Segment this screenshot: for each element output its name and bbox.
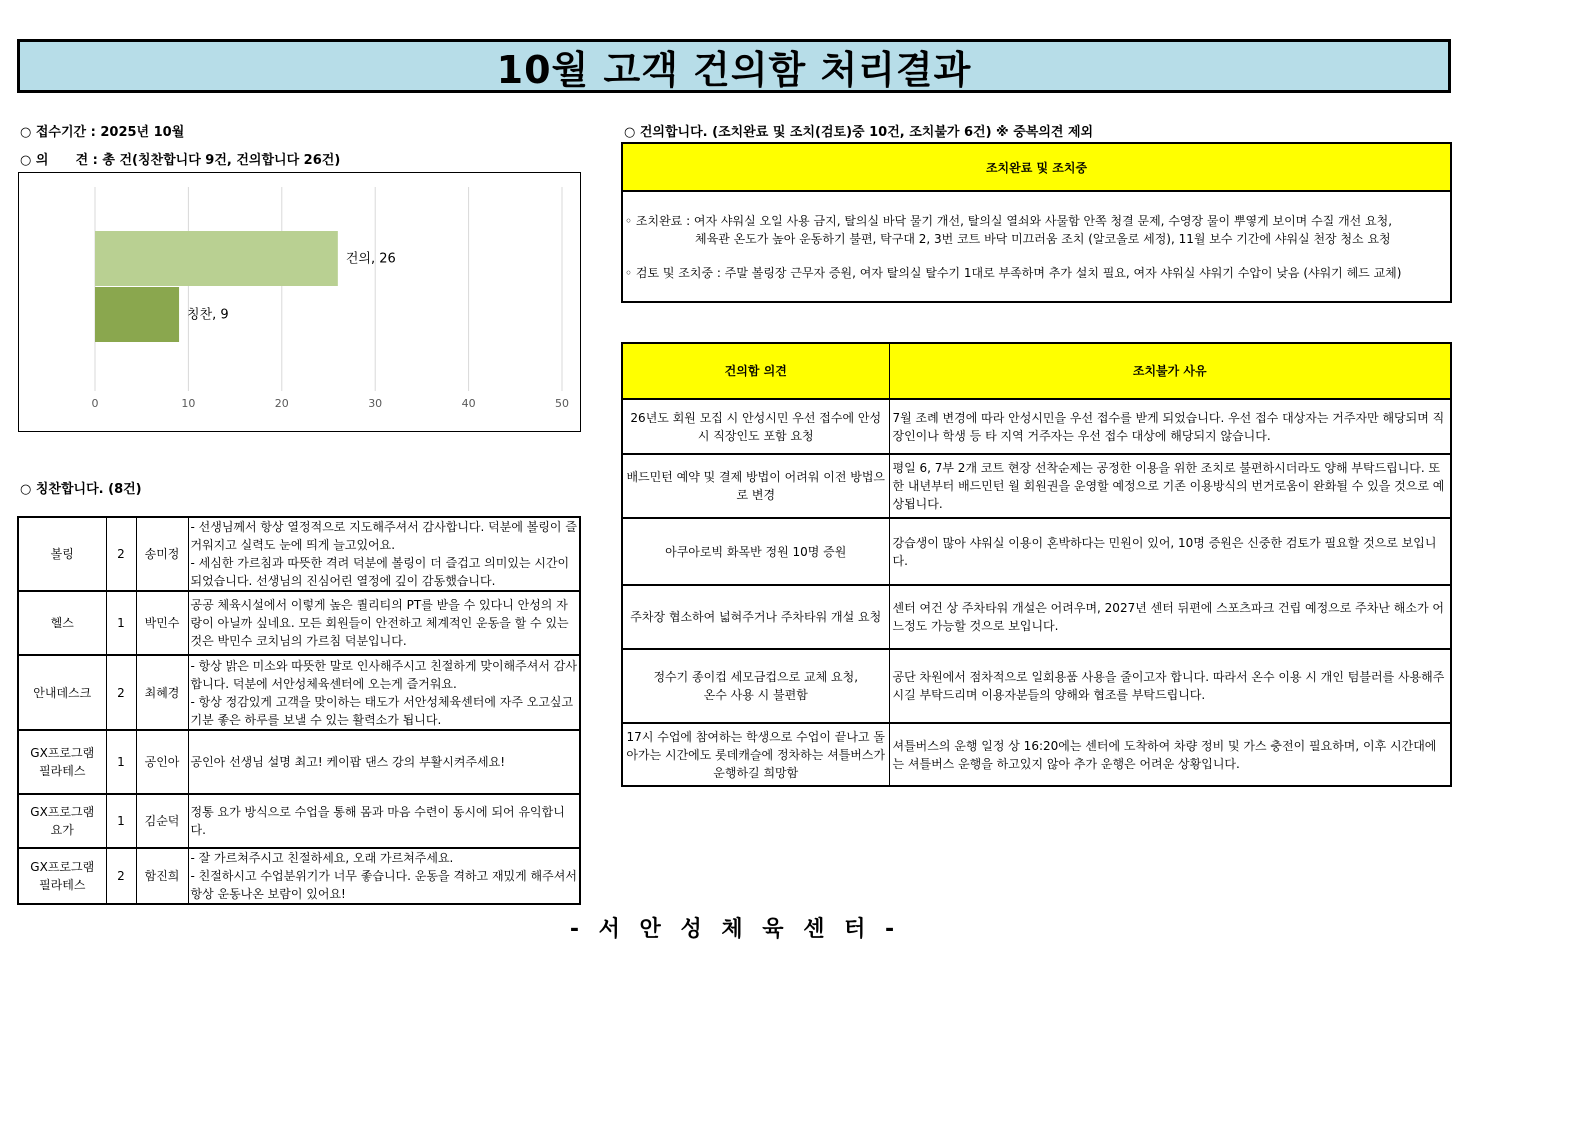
praise-name: 최혜경 [136, 655, 188, 730]
x-tick-label: 10 [181, 397, 196, 410]
reject-opinion: 17시 수업에 참여하는 학생으로 수업이 끝나고 돌아가는 시간에도 롯데캐슬에 정차하는 셔틀버스가 운행하길 희망함 [622, 723, 889, 786]
done-line: ◦ 조치완료 : 여자 샤워실 오일 사용 금지, 탈의실 바닥 물기 개선, 탈의실 열쇠와 사물함 안쪽 청결 문제, 수영장 물이 뿌옇게 보이며 수질 개선 요청, [625, 214, 1393, 228]
praise-count: 2 [106, 655, 136, 730]
table-row [622, 399, 1451, 454]
data-label: 건의, 26 [345, 251, 396, 267]
period-label: ○ 접수기간 : 2025년 10월 [20, 125, 185, 140]
reject-opinion: 정수기 종이컵 세모금컵으로 교체 요청, 온수 사용 시 불편함 [622, 649, 889, 723]
praise-name: 송미정 [136, 517, 188, 591]
table-row [18, 794, 580, 848]
praise-category: GX프로그램 필라테스 [18, 730, 106, 794]
x-tick-label: 20 [274, 397, 289, 410]
praise-name: 김순덕 [136, 794, 188, 848]
praise-count: 2 [106, 517, 136, 591]
praise-name: 공인아 [136, 730, 188, 794]
title-banner [17, 39, 1451, 93]
table-row [18, 517, 580, 591]
suggest-label: ○ 건의합니다. (조치완료 및 조치(검토)중 10건, 조치불가 6건) ※ 중복의견 제외 [624, 125, 1094, 140]
table-row [622, 723, 1451, 786]
reject-reason: 센터 여건 상 주차타워 개설은 어려우며, 2027년 센터 뒤편에 스포츠파크 건립 예정으로 주차난 해소가 어느정도 가능할 것으로 보입니다. [889, 585, 1451, 649]
action-box [621, 142, 1452, 303]
praise-count: 2 [106, 848, 136, 904]
table-row [622, 454, 1451, 518]
praise-table [17, 516, 581, 905]
praise-category: 안내데스크 [18, 655, 106, 730]
reject-opinion: 배드민턴 예약 및 결제 방법이 어려워 이전 방법으로 변경 [622, 454, 889, 518]
x-tick-label: 40 [461, 397, 476, 410]
praise-content: 공인아 선생님 설명 최고! 케이팝 댄스 강의 부활시켜주세요! [188, 730, 580, 794]
reject-opinion: 주차장 협소하여 넓혀주거나 주차타워 개설 요청 [622, 585, 889, 649]
opinion-chart [18, 172, 581, 432]
review-line: ◦ 검토 및 조치중 : 주말 볼링장 근무자 증원, 여자 탈의실 탈수기 1대로 부족하며 추가 설치 필요, 여자 샤워실 샤워기 수압이 낮음 (샤워기 헤드 교체) [625, 266, 1402, 280]
praise-category: 헬스 [18, 591, 106, 655]
praise-category: GX프로그램 필라테스 [18, 848, 106, 904]
praise-label: ○ 칭찬합니다. (8건) [20, 482, 142, 497]
table-row [18, 591, 580, 655]
praise-content: - 선생님께서 항상 열정적으로 지도해주셔서 감사합니다. 덕분에 볼링이 즐거워지고 실력도 눈에 띄게 늘고있어요. - 세심한 가르침과 따뜻한 격려 덕분에 볼링이 더 즐겁고 의미있는 시간이 되었습니다. 선생님의 진심어린 열정에 깊이 감동했습니다. [188, 517, 580, 591]
praise-count: 1 [106, 794, 136, 848]
praise-content: - 항상 밝은 미소와 따뜻한 말로 인사해주시고 친절하게 맞이해주셔서 감사합니다. 덕분에 서안성체육센터에 오는게 즐거워요. - 항상 정감있게 고객을 맞이하는 태도가 서안성체육센터에 자주 오고싶고 기분 좋은 하루를 보낼 수 있는 활력소가 됩니다. [188, 655, 580, 730]
reject-opinion: 아쿠아로빅 화목반 정원 10명 증원 [622, 518, 889, 585]
praise-content: - 잘 가르쳐주시고 친절하세요, 오래 가르쳐주세요. - 친절하시고 수업분위기가 너무 좋습니다. 운동을 격하고 재밌게 해주셔서 항상 운동나온 보람이 있어요! [188, 848, 580, 904]
praise-count: 1 [106, 730, 136, 794]
page-title: 10월 고객 건의함 처리결과 [496, 47, 972, 92]
x-tick-label: 30 [368, 397, 383, 410]
praise-category: GX프로그램 요가 [18, 794, 106, 848]
reject-table [621, 342, 1452, 787]
praise-name: 박민수 [136, 591, 188, 655]
praise-name: 함진희 [136, 848, 188, 904]
table-row [18, 848, 580, 904]
praise-category: 볼링 [18, 517, 106, 591]
x-tick-label: 0 [91, 397, 99, 410]
column-header-opinion: 건의함 의견 [622, 343, 889, 399]
action-box-body [623, 192, 1450, 282]
action-box-header: 조치완료 및 조치중 [623, 144, 1450, 192]
table-row [18, 730, 580, 794]
table-row [622, 585, 1451, 649]
table-row [18, 655, 580, 730]
bar-praise [95, 287, 179, 342]
reject-opinion: 26년도 회원 모집 시 안성시민 우선 접수에 안성시 직장인도 포함 요청 [622, 399, 889, 454]
table-row [622, 649, 1451, 723]
table-header-row [622, 343, 1451, 399]
bar-chart [19, 173, 580, 431]
reject-reason: 평일 6, 7부 2개 코트 현장 선착순제는 공정한 이용을 위한 조치로 불편하시더라도 양해 부탁드립니다. 또한 내년부터 배드민턴 월 회원권을 운영할 예정으로 기존 이용방식의 번거로움이 완화될 수 있을 것으로 예상됩니다. [889, 454, 1451, 518]
done-line-continued: 체육관 온도가 높아 운동하기 불편, 탁구대 2, 3번 코트 바닥 미끄러움 조치 (알코올로 세정), 11월 보수 기간에 샤워실 천장 청소 요청 [695, 232, 1391, 246]
reject-reason: 강습생이 많아 샤워실 이용이 혼박하다는 민원이 있어, 10명 증원은 신중한 검토가 필요할 것으로 보입니다. [889, 518, 1451, 585]
praise-count: 1 [106, 591, 136, 655]
reject-reason: 7월 조례 변경에 따라 안성시민을 우선 접수를 받게 되었습니다. 우선 접수 대상자는 거주자만 해당되며 직장인이나 학생 등 타 지역 거주자는 우선 접수 대상에 해당되지 않습니다. [889, 399, 1451, 454]
x-tick-label: 50 [555, 397, 569, 410]
opinion-label: ○ 의 견 : 총 건(칭찬합니다 9건, 건의합니다 26건) [20, 153, 341, 168]
column-header-reason: 조치불가 사유 [889, 343, 1451, 399]
praise-content: 공공 체육시설에서 이렇게 높은 퀄리티의 PT를 받을 수 있다니 안성의 자랑이 아닐까 싶네요. 모든 회원들이 안전하고 체계적인 운동을 할 수 있는 것은 박민수 코치님의 가르침 덕분입니다. [188, 591, 580, 655]
reject-reason: 셔틀버스의 운행 일정 상 16:20에는 센터에 도착하여 차량 정비 및 가스 충전이 필요하며, 이후 시간대에는 셔틀버스 운행을 하고있지 않아 추가 운행은 어려운 상황입니다. [889, 723, 1451, 786]
table-row [622, 518, 1451, 585]
bar-suggest [95, 231, 338, 286]
praise-content: 정통 요가 방식으로 수업을 통해 몸과 마음 수련이 동시에 되어 유익합니다. [188, 794, 580, 848]
footer-org-name: - 서 안 성 체 육 센 터 - [569, 917, 901, 942]
reject-reason: 공단 차원에서 점차적으로 일회용품 사용을 줄이고자 합니다. 따라서 온수 이용 시 개인 텀블러를 사용해주시길 부탁드리며 이용자분들의 양해와 협조를 부탁드립니다. [889, 649, 1451, 723]
data-label: 칭찬, 9 [187, 307, 229, 323]
